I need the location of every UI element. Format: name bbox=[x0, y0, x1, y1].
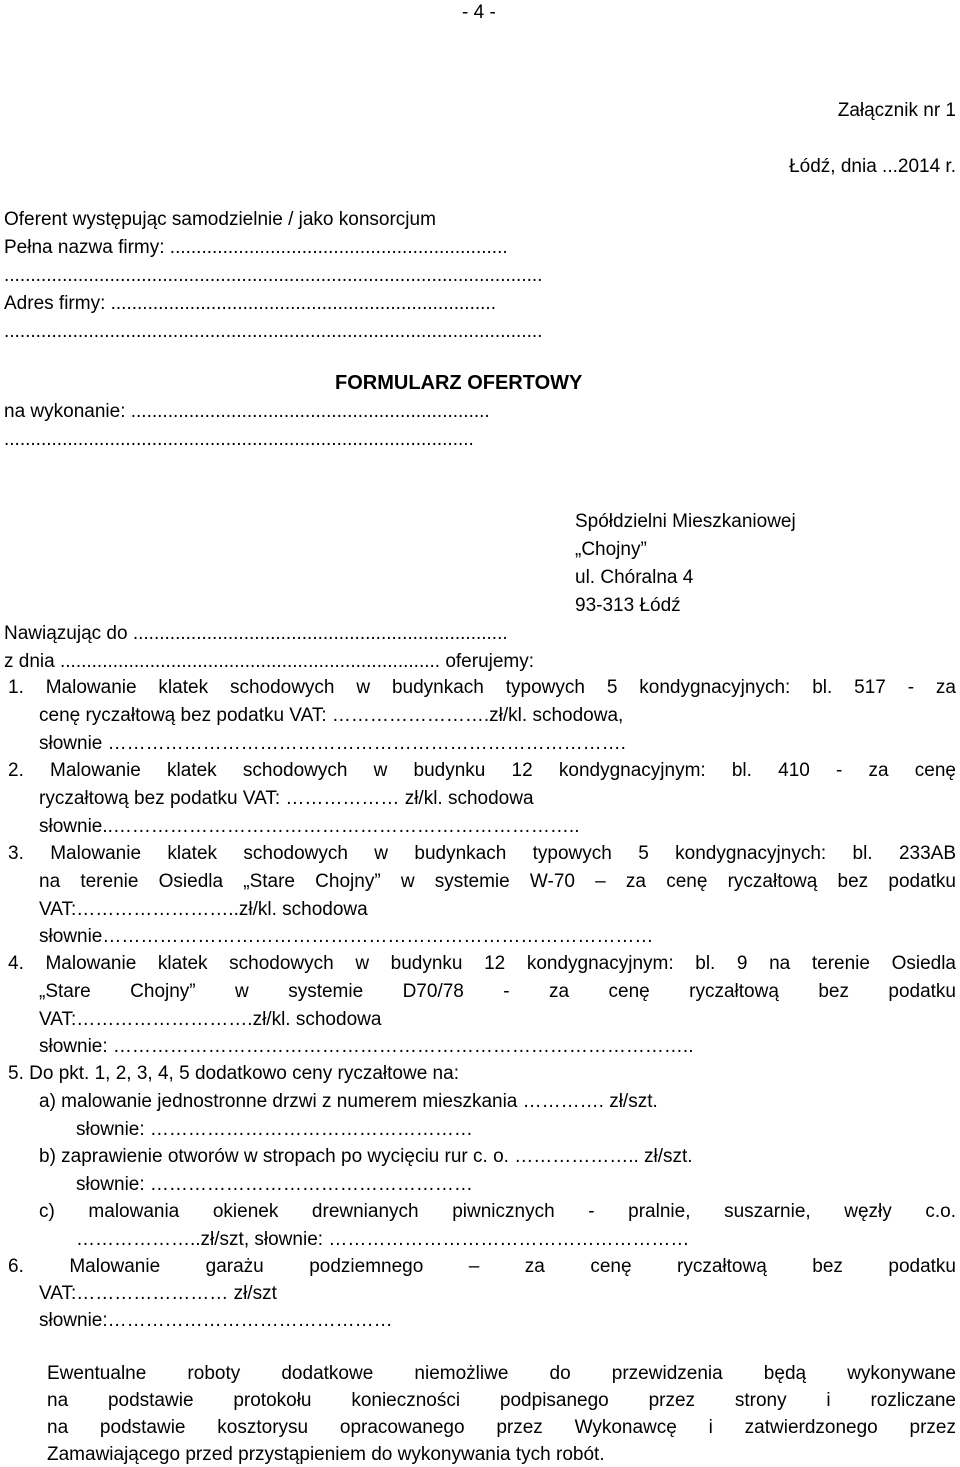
footer-note-line: na podstawie protokołu konieczności podpisanego przez strony i rozliczane bbox=[47, 1390, 956, 1411]
reference-line: Nawiązując do ....................................................................... bbox=[4, 623, 508, 644]
page-number: - 4 - bbox=[462, 2, 496, 23]
item-3-line: VAT:……………………..zł/kl. schodowa bbox=[39, 899, 368, 920]
work-scope-field: na wykonanie: .................................................................... bbox=[4, 401, 490, 422]
item-2-line: słownie..……………………………………………………………….. bbox=[39, 816, 580, 837]
item-1-line: 1. Malowanie klatek schodowych w budynkach typowych 5 kondygnacyjnych: bl. 517 - za bbox=[8, 677, 956, 698]
item-5c-line: c) malowania okienek drewnianych piwnicznych - pralnie, suszarnie, węzły c.o. bbox=[39, 1201, 956, 1222]
attachment-label: Załącznik nr 1 bbox=[837, 100, 956, 121]
footer-note-line: Ewentualne roboty dodatkowe niemożliwe do przewidzenia będą wykonywane bbox=[47, 1363, 956, 1384]
item-5b-line: b) zaprawienie otworów w stropach po wycięciu rur c. o. ……………….. zł/szt. bbox=[39, 1146, 693, 1167]
item-1-line: cenę ryczałtową bez podatku VAT: …………………….zł/kl. schodowa, bbox=[39, 705, 624, 726]
bidder-line: Oferent występując samodzielnie / jako konsorcjum bbox=[4, 209, 436, 230]
recipient-line: „Chojny” bbox=[575, 539, 647, 560]
footer-note-line: na podstawie kosztorysu opracowanego przez Wykonawcę i zatwierdzonego przez bbox=[47, 1417, 956, 1438]
item-1-line: słownie ………………………………………………………………………. bbox=[39, 733, 626, 754]
reference-date-line: z dnia ........................................................................ oferujemy: bbox=[4, 651, 535, 672]
item-3-line: słownie…………………………………………………………………………… bbox=[39, 926, 654, 947]
item-4-line: VAT:……………………….zł/kl. schodowa bbox=[39, 1009, 382, 1030]
item-6-line: słownie:……………………………………… bbox=[39, 1310, 393, 1331]
item-5-line: 5. Do pkt. 1, 2, 3, 4, 5 dodatkowo ceny ryczałtowe na: bbox=[8, 1063, 459, 1084]
item-4-line: „Stare Chojny” w systemie D70/78 - za cenę ryczałtową bez podatku bbox=[39, 981, 956, 1002]
place-date: Łódź, dnia ...2014 r. bbox=[789, 156, 956, 177]
work-scope-continuation: ......................................................................................... bbox=[4, 429, 474, 450]
item-6-line: VAT:…………………… zł/szt bbox=[39, 1283, 277, 1304]
item-4-line: słownie: ……………………………………………………………………………….. bbox=[39, 1036, 694, 1057]
item-3-line: na terenie Osiedla „Stare Chojny” w systemie W-70 – za cenę ryczałtową bez podatku bbox=[39, 871, 956, 892]
bidder-address-field: Adres firmy: ......................................................................... bbox=[4, 293, 496, 314]
item-5c-words: ………………..zł/szt, słownie: ………………………………………………… bbox=[76, 1229, 690, 1250]
footer-note-line: Zamawiającego przed przystąpieniem do wykonywania tych robót. bbox=[47, 1444, 605, 1465]
bidder-name-field: Pełna nazwa firmy: ................................................................ bbox=[4, 237, 508, 258]
item-2-line: 2. Malowanie klatek schodowych w budynku 12 kondygnacyjnym: bl. 410 - za cenę bbox=[8, 760, 956, 781]
form-title: FORMULARZ OFERTOWY bbox=[335, 372, 583, 394]
bidder-address-continuation: ...................................................................................................... bbox=[4, 321, 543, 342]
bidder-name-continuation: ...................................................................................................... bbox=[4, 265, 543, 286]
item-5a-words: słownie: …………………………………………… bbox=[76, 1119, 473, 1140]
item-5a-line: a) malowanie jednostronne drzwi z numerem mieszkania …………. zł/szt. bbox=[39, 1091, 658, 1112]
item-6-line: 6. Malowanie garażu podziemnego – za cenę ryczałtową bez podatku bbox=[8, 1256, 956, 1277]
recipient-line: 93-313 Łódź bbox=[575, 595, 681, 616]
item-5b-words: słownie: …………………………………………… bbox=[76, 1174, 473, 1195]
item-3-line: 3. Malowanie klatek schodowych w budynkach typowych 5 kondygnacyjnych: bl. 233AB bbox=[8, 843, 956, 864]
item-4-line: 4. Malowanie klatek schodowych w budynku 12 kondygnacyjnym: bl. 9 na terenie Osiedla bbox=[8, 953, 956, 974]
item-2-line: ryczałtową bez podatku VAT: ……………… zł/kl. schodowa bbox=[39, 788, 534, 809]
recipient-line: Spółdzielni Mieszkaniowej bbox=[575, 511, 796, 532]
recipient-line: ul. Chóralna 4 bbox=[575, 567, 694, 588]
